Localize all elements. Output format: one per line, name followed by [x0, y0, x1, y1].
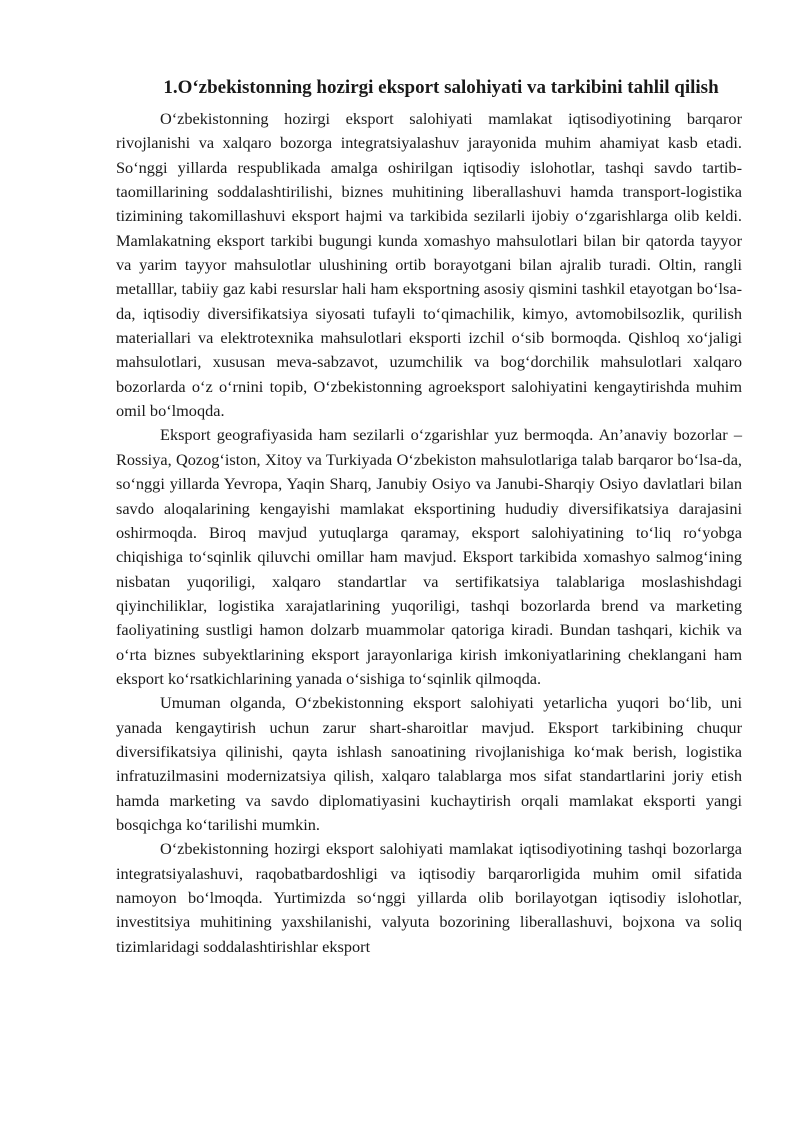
paragraph-2: Eksport geografiyasida ham sezilarli o‘zgarishlar yuz bermoqda. An’anaviy bozorlar – Rossiya, Qozog‘iston, Xitoy va Turkiyada O‘zbekiston mahsulotlariga talab barqaror bo‘lsa-da, so‘nggi yillarda Yevropa, Yaqin Sharq, Janubiy Osiyo va Janubi-Sharqiy Osiyo davlatlari bilan savdo aloqalarining kengayishi mamlakat eksportining hududiy diversifikatsiya darajasini oshirmoqda. Biroq mavjud yutuqlarga qaramay, eksport salohiyatining to‘liq ro‘yobga chiqishiga to‘sqinlik qiluvchi omillar ham mavjud. Eksport tarkibida xomashyo salmog‘ining nisbatan yuqoriligi, xalqaro standartlar va sertifikatsiya talablariga moslashishdagi qiyinchiliklar, logistika xarajatlarining yuqoriligi, tashqi bozorlarda brend va marketing faoliyatining sustligi hamon dolzarb muammolar qatoriga kiradi. Bundan tashqari, kichik va o‘rta biznes subyektlarining eksport jarayonlariga kirish imkoniyatlarining cheklangani ham eksport ko‘rsatkichlarining yanada o‘sishiga to‘sqinlik qilmoqda.: [116, 425, 742, 688]
document-page: [116, 72, 742, 959]
paragraph-1: O‘zbekistonning hozirgi eksport salohiyati mamlakat iqtisodiyotining barqaror rivojlanishi va xalqaro bozorga integratsiyalashuv jarayonida muhim ahamiyat kasb etadi. So‘nggi yillarda respublikada amalga oshirilgan iqtisodiy islohotlar, tashqi savdo tartib-taomillarining soddalashtirilishi, biznes muhitining liberallashuvi hamda transport-logistika tizimining takomillashuvi eksport hajmi va tarkibida sezilarli ijobiy o‘zgarishlarga olib keldi. Mamlakatning eksport tarkibi bugungi kunda xomashyo mahsulotlari bilan bir qatorda tayyor va yarim tayyor mahsulotlar ulushining ortib borayotgani bilan ajralib turadi. Oltin, rangli metalllar, tabiiy gaz kabi resurslar hali ham eksportning asosiy qismini tashkil etayotgan bo‘lsa-da, iqtisodiy diversifikatsiya siyosati tufayli to‘qimachilik, kimyo, avtomobilsozlik, qurilish materiallari va elektrotexnika mahsulotlari eksporti izchil o‘sib bormoqda. Qishloq xo‘jaligi mahsulotlari, xususan meva-sabzavot, uzumchilik va bog‘dorchilik mahsulotlari xalqaro bozorlarda o‘z o‘rnini topib, O‘zbekistonning agroeksport salohiyatini kengaytirishda muhim omil bo‘lmoqda.: [116, 109, 742, 421]
paragraph-4: O‘zbekistonning hozirgi eksport salohiyati mamlakat iqtisodiyotining tashqi bozorlarga integratsiyalashuvi, raqobatbardoshligi va iqtisodiy barqarorligida muhim omil sifatida namoyon bo‘lmoqda. Yurtimizda so‘nggi yillarda olib borilayotgan iqtisodiy islohotlar, investitsiya muhitining yaxshilanishi, valyuta bozorining liberallashuvi, bojxona va soliq tizimlaridagi soddalashtirishlar eksport: [116, 839, 742, 956]
section-title: 1.O‘zbekistonning hozirgi eksport salohiyati va tarkibini tahlil qilish: [163, 77, 719, 98]
paragraph-3: Umuman olganda, O‘zbekistonning eksport salohiyati yetarlicha yuqori bo‘lib, uni yanada kengaytirish uchun zarur shart-sharoitlar mavjud. Eksport tarkibining chuqur diversifikatsiya qilinishi, qayta ishlash sanoatining rivojlanishiga ko‘mak berish, logistika infratuzilmasini modernizatsiya qilish, xalqaro talablarga mos sifat standartlarini joriy etish hamda marketing va savdo diplomatiyasini kuchaytirish orqali mamlakat eksporti yangi bosqichga ko‘tarilishi mumkin.: [116, 693, 742, 834]
